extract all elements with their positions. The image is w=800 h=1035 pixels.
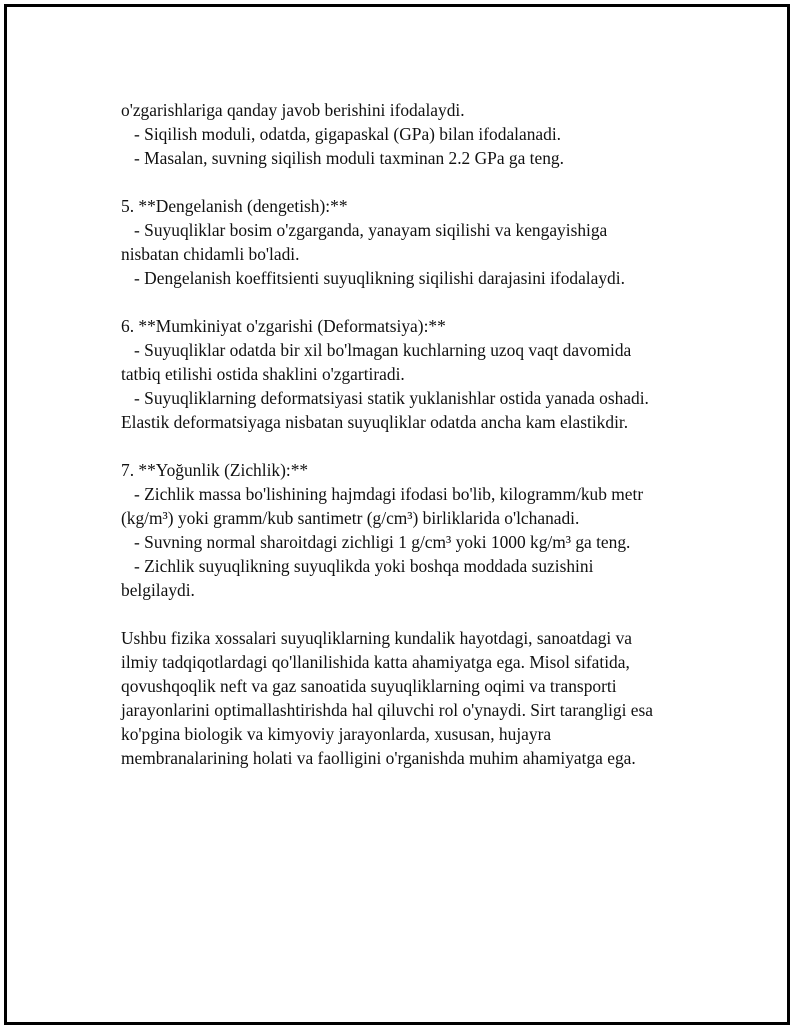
text-line: - Suvning normal sharoitdagi zichligi 1 g/cm³ yoki 1000 kg/m³ ga teng.: [121, 532, 631, 552]
section-heading: 5. **Dengelanish (dengetish):**: [121, 196, 348, 216]
text-line: ko'pgina biologik va kimyoviy jarayonlarda, xususan, hujayra: [121, 724, 552, 744]
section-heading: 6. **Mumkiniyat o'zgarishi (Deformatsiya):**: [121, 316, 446, 336]
paragraph-gap: [121, 290, 721, 314]
paragraph-gap: [121, 602, 721, 626]
document-page: [4, 4, 790, 1025]
text-line: Ushbu fizika xossalari suyuqliklarning kundalik hayotdagi, sanoatdagi va: [121, 628, 632, 648]
text-line: - Masalan, suvning siqilish moduli taxminan 2.2 GPa ga teng.: [121, 148, 564, 168]
text-line: jarayonlarini optimallashtirishda hal qiluvchi rol o'ynaydi. Sirt tarangligi esa: [121, 700, 653, 720]
text-line: (kg/m³) yoki gramm/kub santimetr (g/cm³) birliklarida o'lchanadi.: [121, 508, 580, 528]
text-line: nisbatan chidamli bo'ladi.: [121, 244, 300, 264]
paragraph-gap: [121, 434, 721, 458]
paragraph-gap: [121, 170, 721, 194]
document-body: [121, 98, 721, 770]
text-line: - Suyuqliklar bosim o'zgarganda, yanayam siqilishi va kengayishiga: [121, 220, 608, 240]
text-line: - Suyuqliklar odatda bir xil bo'lmagan kuchlarning uzoq vaqt davomida: [121, 340, 632, 360]
text-line: qovushqoqlik neft va gaz sanoatida suyuqliklarning oqimi va transporti: [121, 676, 617, 696]
text-line: membranalarining holati va faolligini o'rganishda muhim ahamiyatga ega.: [121, 748, 636, 768]
text-line: - Zichlik massa bo'lishining hajmdagi ifodasi bo'lib, kilogramm/kub metr: [121, 484, 644, 504]
text-line: Elastik deformatsiyaga nisbatan suyuqliklar odatda ancha kam elastikdir.: [121, 412, 629, 432]
text-line: o'zgarishlariga qanday javob berishini ifodalaydi.: [121, 100, 465, 120]
text-line: - Zichlik suyuqlikning suyuqlikda yoki boshqa moddada suzishini: [121, 556, 594, 576]
text-line: - Dengelanish koeffitsienti suyuqlikning siqilishi darajasini ifodalaydi.: [121, 268, 625, 288]
text-line: - Siqilish moduli, odatda, gigapaskal (GPa) bilan ifodalanadi.: [121, 124, 561, 144]
text-line: tatbiq etilishi ostida shaklini o'zgartiradi.: [121, 364, 405, 384]
section-heading: 7. **Yoğunlik (Zichlik):**: [121, 460, 309, 480]
text-line: ilmiy tadqiqotlardagi qo'llanilishida katta ahamiyatga ega. Misol sifatida,: [121, 652, 630, 672]
text-line: belgilaydi.: [121, 580, 195, 600]
text-line: - Suyuqliklarning deformatsiyasi statik yuklanishlar ostida yanada oshadi.: [121, 388, 649, 408]
